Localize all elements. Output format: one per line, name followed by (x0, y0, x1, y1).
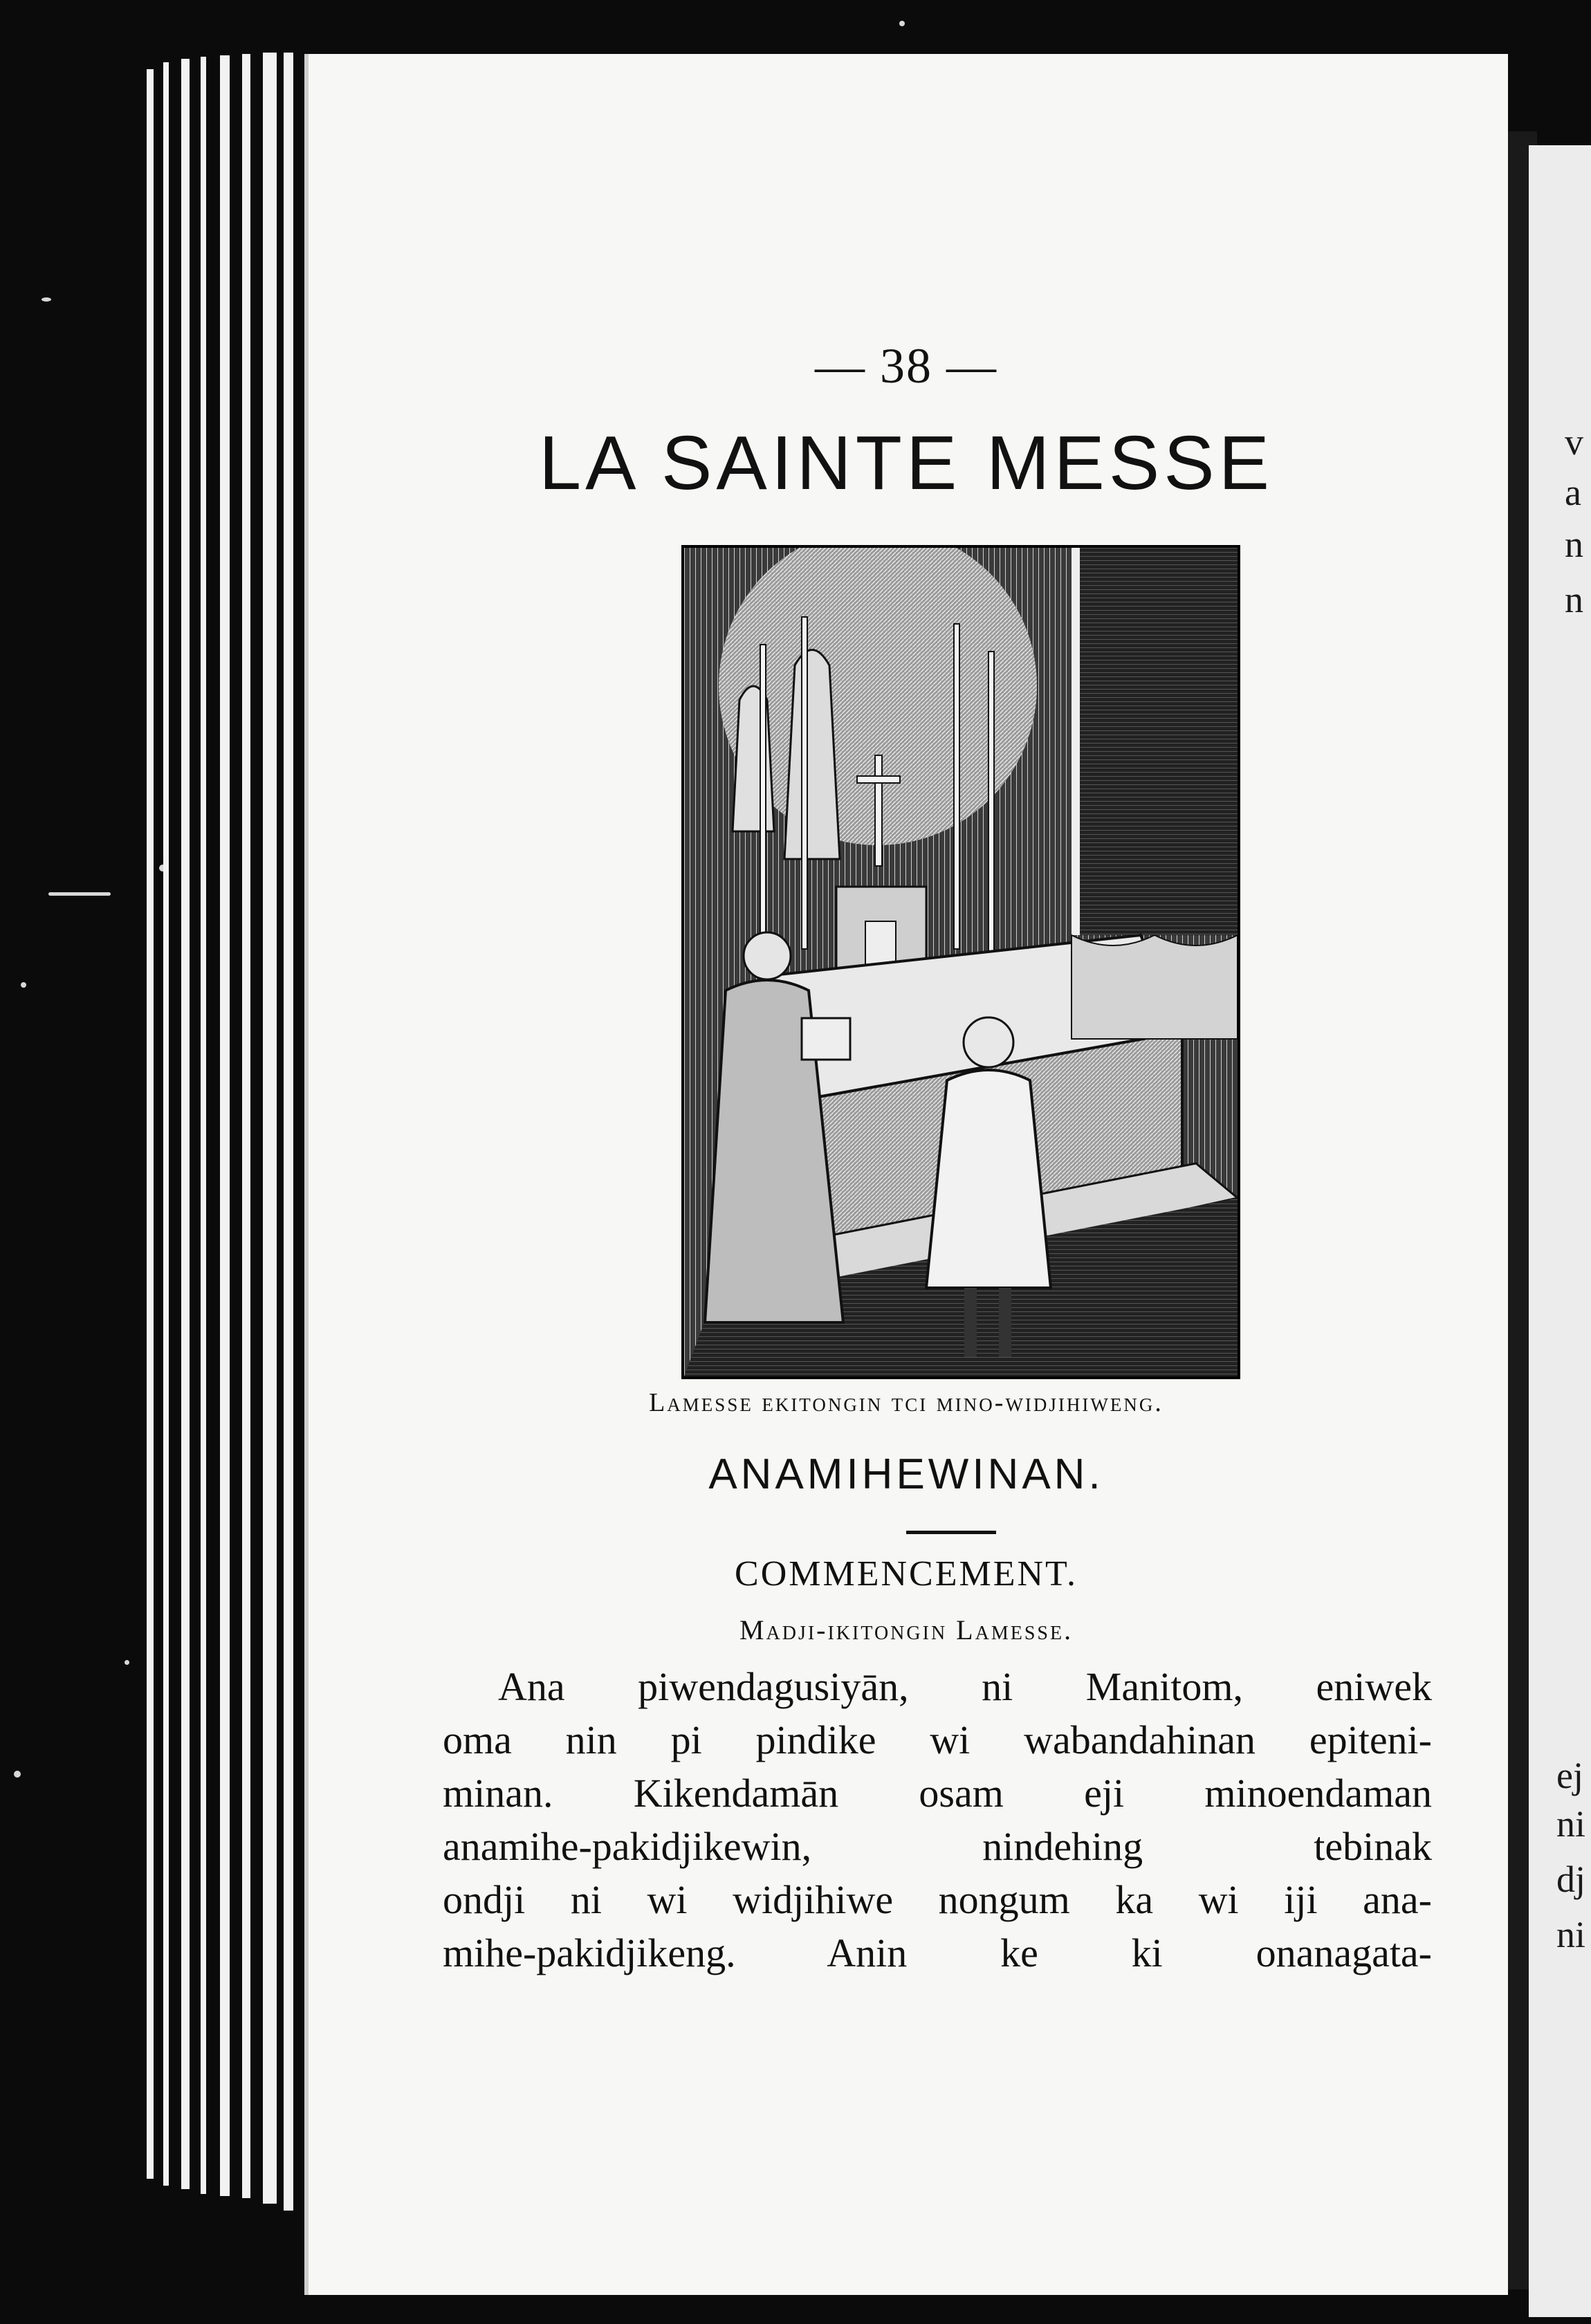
page-edge (220, 55, 230, 2196)
page-edge (163, 62, 169, 2186)
body-line: anamihe-pakidjikewin, nindehing tebinak (443, 1824, 1432, 1869)
section-title: ANAMIHEWINAN. (708, 1450, 1104, 1498)
scan-speck (125, 1660, 129, 1665)
subheading: COMMENCEMENT. (735, 1554, 1078, 1594)
scan-speck (14, 1771, 21, 1778)
scan-speck (899, 21, 905, 26)
adjacent-page-fragment: n (1565, 579, 1583, 620)
scan-speck (21, 982, 26, 988)
body-line: mihe-pakidjikeng. Anin ke ki onanagata- (443, 1930, 1432, 1975)
divider (906, 1531, 996, 1534)
adjacent-page-fragment: a (1565, 472, 1581, 513)
mass-engraving-illustration (681, 545, 1240, 1379)
scan-speck (48, 892, 111, 896)
adjacent-page (1529, 145, 1591, 2317)
page-number: — 38 — (815, 338, 997, 394)
page-edge (284, 53, 293, 2211)
body-line: Ana piwendagusiyān, ni Manitom, eniwek (498, 1664, 1432, 1709)
page-edge (181, 59, 190, 2189)
body-line: ondji ni wi widjihiwe nongum ka wi iji ana- (443, 1877, 1432, 1922)
adjacent-page-fragment: ni (1556, 1803, 1586, 1845)
adjacent-page-fragment: n (1565, 524, 1583, 565)
page-title: LA SAINTE MESSE (538, 421, 1273, 506)
adjacent-page-fragment: ni (1556, 1914, 1586, 1955)
adjacent-page-fragment: ej (1556, 1755, 1583, 1796)
scan-speck (42, 297, 51, 302)
body-line: minan. Kikendamān osam eji minoendaman (443, 1771, 1432, 1816)
page-edge (263, 53, 277, 2204)
illustration-caption: Lamesse ekitongin tci mino-widjihiweng. (649, 1388, 1164, 1417)
page-edge (147, 69, 154, 2179)
page-edge (242, 54, 250, 2198)
book-page (304, 54, 1508, 2295)
adjacent-page-fragment: dj (1556, 1859, 1586, 1900)
subsubheading: Madji-ikitongin Lamesse. (739, 1614, 1074, 1645)
adjacent-page-fragment: v (1565, 421, 1583, 463)
page-edge (201, 57, 206, 2194)
body-paragraph (443, 1660, 1432, 1980)
body-line: oma nin pi pindike wi wabandahinan epiteni- (443, 1717, 1432, 1762)
